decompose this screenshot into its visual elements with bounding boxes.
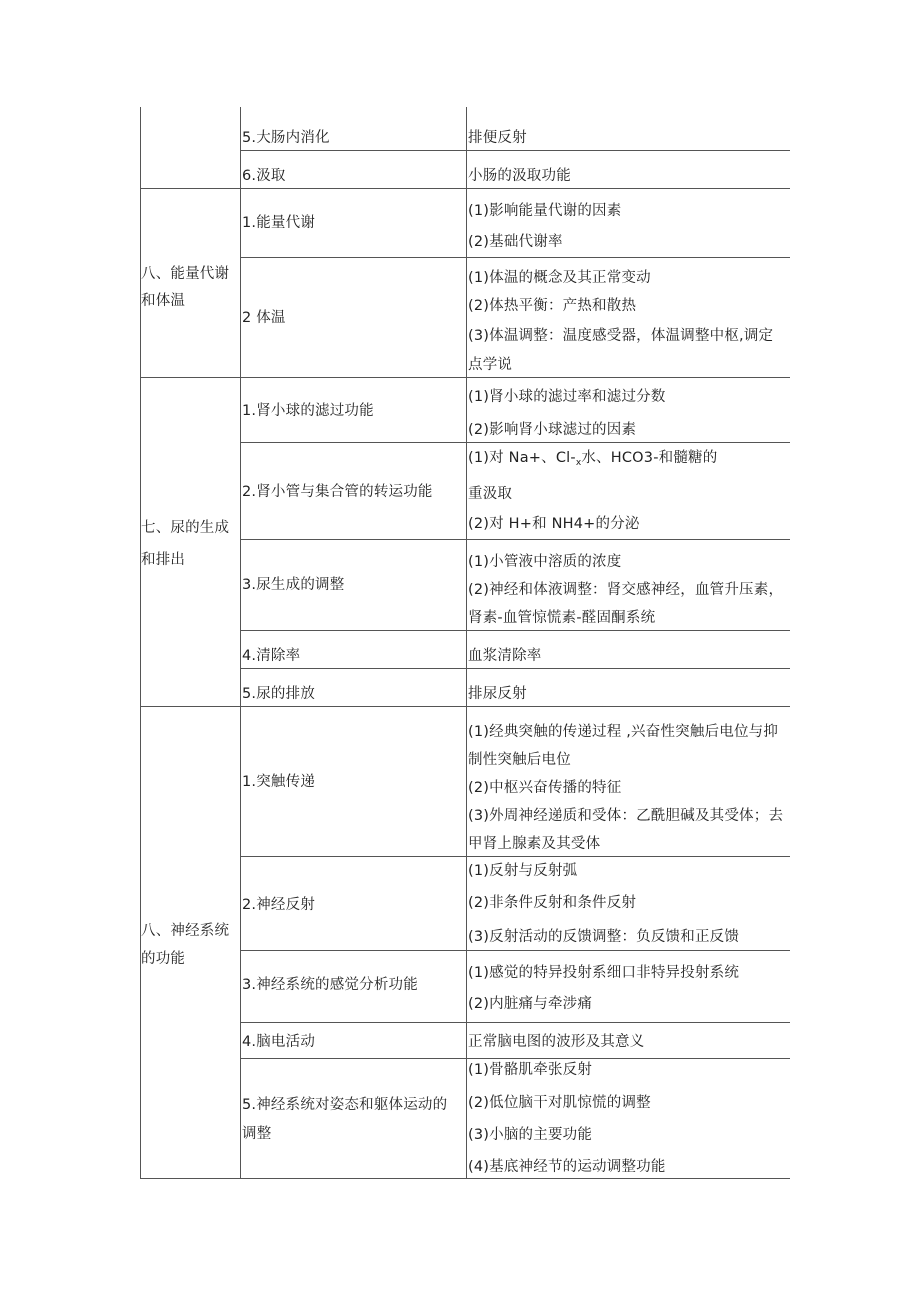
row-divider: [240, 668, 790, 669]
section-divider: [140, 706, 790, 707]
row-divider: [240, 442, 790, 443]
section-title: 八、神经系统: [141, 923, 230, 939]
item-label: 6.汲取: [242, 168, 286, 184]
section-title: 和排出: [141, 552, 186, 568]
detail-text: (2)中枢兴奋传播的特征: [468, 780, 622, 796]
item-label: 1.突触传递: [242, 774, 316, 790]
item-label: 3.尿生成的调整: [242, 577, 345, 593]
detail-text: (1)肾小球的滤过率和滤过分数: [468, 389, 666, 405]
item-label: 4.清除率: [242, 648, 301, 664]
detail-text: (3)体温调整：温度感受器，体温调整中枢,调定: [468, 328, 774, 344]
item-label: 5.尿的排放: [242, 686, 316, 702]
table-border-col2: [240, 107, 241, 1179]
row-divider: [240, 539, 790, 540]
section-title: 和体温: [141, 293, 186, 309]
detail-text: (4)基底神经节的运动调整功能: [468, 1159, 666, 1175]
detail-text: (1)骨骼肌牵张反射: [468, 1062, 593, 1078]
detail-text: (2)内脏痛与牵涉痛: [468, 996, 593, 1012]
detail-text: 肾素-血管惊慌素-醛固酮系统: [468, 610, 656, 626]
detail-text: (2)影响肾小球滤过的因素: [468, 422, 637, 438]
detail-text: (3)小脑的主要功能: [468, 1127, 593, 1143]
row-divider: [240, 630, 790, 631]
item-label: 2 体温: [242, 310, 286, 326]
detail-text: 点学说: [468, 357, 513, 373]
section-title: 的功能: [141, 951, 186, 967]
detail-text: 排便反射: [468, 130, 527, 146]
detail-text-part: (1)对 Na+、Cl-: [468, 450, 576, 466]
subscript: x: [575, 458, 582, 468]
detail-text: 甲肾上腺素及其受体: [468, 836, 601, 852]
detail-text: (2)非条件反射和条件反射: [468, 895, 637, 911]
section-title: 七、尿的生成: [141, 520, 230, 536]
detail-text: 重汲取: [468, 486, 513, 502]
item-label: 4.脑电活动: [242, 1034, 316, 1050]
detail-text: 小肠的汲取功能: [468, 168, 571, 184]
item-label: 1.肾小球的滤过功能: [242, 403, 374, 419]
item-label: 5.大肠内消化: [242, 130, 330, 146]
detail-text: 血浆清除率: [468, 648, 542, 664]
detail-text: (2)基础代谢率: [468, 234, 563, 250]
section-divider: [140, 188, 790, 189]
row-divider: [240, 1058, 790, 1059]
item-label: 5.神经系统对姿态和躯体运动的: [242, 1097, 448, 1113]
item-label: 3.神经系统的感觉分析功能: [242, 977, 418, 993]
item-label: 2.神经反射: [242, 897, 316, 913]
detail-text: [468, 448, 717, 473]
row-divider: [240, 856, 790, 857]
detail-text: (3)外周神经递质和受体：乙酰胆碱及其受体；去: [468, 808, 784, 824]
detail-text: 制性突触后电位: [468, 752, 571, 768]
detail-text: (1)影响能量代谢的因素: [468, 203, 622, 219]
row-divider: [240, 950, 790, 951]
row-divider: [240, 150, 790, 151]
detail-text: (1)感觉的特异投射系细口非特异投射系统: [468, 965, 740, 981]
row-divider: [240, 1022, 790, 1023]
item-label: 2.肾小管与集合管的转运功能: [242, 484, 433, 500]
detail-text: 正常脑电图的波形及其意义: [468, 1034, 645, 1050]
detail-text-part: 水、HCO3-和髓糖的: [581, 450, 718, 466]
detail-text: (2)神经和体液调整：肾交感神经，血管升压素，: [468, 582, 784, 598]
detail-text: (2)体热平衡：产热和散热: [468, 298, 637, 314]
section-title: 八、能量代谢: [141, 266, 230, 282]
detail-text: 排尿反射: [468, 686, 527, 702]
detail-text: (1)反射与反射弧: [468, 863, 578, 879]
table-border-bottom: [140, 1178, 790, 1179]
detail-text: (3)反射活动的反馈调整：负反馈和正反馈: [468, 929, 740, 945]
detail-text: (2)低位脑干对肌惊慌的调整: [468, 1095, 651, 1111]
detail-text: (1)经典突触的传递过程 ,兴奋性突触后电位与抑: [468, 724, 779, 740]
row-divider: [240, 257, 790, 258]
item-label: 调整: [242, 1126, 272, 1142]
table-border-col3: [466, 107, 467, 1179]
detail-text: (2)对 H+和 NH4+的分泌: [468, 516, 640, 532]
detail-text: (1)体温的概念及其正常变动: [468, 270, 651, 286]
detail-text: (1)小管液中溶质的浓度: [468, 554, 622, 570]
item-label: 1.能量代谢: [242, 215, 316, 231]
section-divider: [140, 377, 790, 378]
